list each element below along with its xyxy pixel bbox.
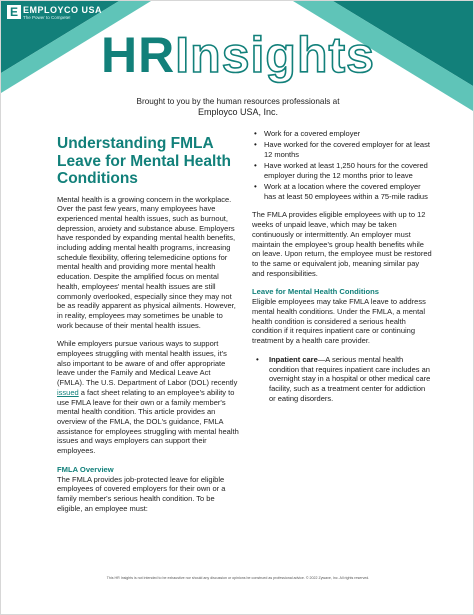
eligibility-list (252, 129, 432, 201)
masthead-title-insights: Insights (175, 27, 375, 83)
article-title: Understanding FMLA Leave for Mental Health Conditions (57, 135, 231, 187)
footer-disclaimer: This HR Insights is not intended to be exhaustive nor should any discussion or opinions be construed as professional advice. © 2022 Zywave, Inc. All rights reserved. (106, 576, 370, 580)
masthead-title (1, 27, 474, 83)
logo-name: EMPLOYCO USA (23, 5, 103, 15)
fmla-overview-paragraph: The FMLA provides job-protected leave for eligible employees of covered employers for their own or a family member's serious health condition. To be eligible, an employee must: (57, 474, 226, 513)
intro-p2-text-b: a fact sheet relating to an employee's ability to use FMLA leave for their own or a family member's mental health condition. This article provides an overview of the FMLA, the DOL's guidance, FMLA assistance for employees struggling with mental health issues and ways employers can support their employees. (57, 387, 239, 456)
left-column (57, 135, 239, 514)
issued-link[interactable]: issued (57, 387, 79, 397)
right-column (252, 129, 432, 405)
intro-p2-text-a: While employers pursue various ways to support employees struggling with mental health issues, it's also important to be aware of and offer appropriate leave under the Family and Medical Leave Act (FMLA). The U.S. Department of Labor (DOL) recently (57, 339, 238, 388)
list-item: • Work for a covered employer (252, 129, 432, 139)
fmla-provides-paragraph: The FMLA provides eligible employees with up to 12 weeks of unpaid leave, which may be taken continuously or intermittently. An employer must maintain the employee's group health benefits while on leave. Upon return, the employee must be restored to the same or equivalent job, meaning similar pay and responsibilities. (252, 210, 432, 278)
brought-line: Brought to you by the human resources professionals at (136, 97, 340, 106)
masthead (1, 27, 474, 83)
brought-to-you-by (1, 96, 474, 118)
intro-paragraph-2 (57, 339, 239, 455)
inpatient-care-label: Inpatient care (269, 354, 318, 364)
logo-mark: E (7, 5, 21, 19)
list-item (254, 355, 432, 404)
condition-types-list (254, 355, 432, 404)
masthead-title-hr: HR (101, 27, 176, 83)
inpatient-care-text: —A serious mental health condition that requires inpatient care includes an overnight stay in a hospital or other medical care facility, such as a treatment center for addiction or eating disorders. (269, 354, 431, 403)
fmla-overview-heading: FMLA Overview (57, 464, 114, 474)
logo-tagline: The Power to Compete! (23, 15, 71, 20)
mental-health-leave-paragraph: Eligible employees may take FMLA leave to address mental health conditions. Under the FMLA, a mental health condition is considered a serious health condition if it requires inpatient care or continuing treatment by a health care provider. (252, 297, 426, 346)
list-item: • Have worked at least 1,250 hours for the covered employer during the 12 months prior to leave (252, 161, 432, 180)
list-item: • Have worked for the covered employer for at least 12 months (252, 140, 432, 159)
intro-paragraph-1: Mental health is a growing concern in the workplace. Over the past few years, many employees have experienced mental health issues, such as burnout, depression, anxiety and substance abuse. Employers have responded by expanding mental health benefits, including adding mental health programs, increasing schedule flexibility, offering telemedicine options for mental health and providing more mental health education. Despite the amplified focus on mental health, employees' mental health issues are still commonly overlooked, especially since they may not be as readily apparent as physical ailments. However, in reality, employees may sometimes be unable to work because of their mental health issues. (57, 194, 236, 330)
company-name: Employco USA, Inc. (197, 107, 279, 117)
company-logo (7, 5, 102, 21)
mental-health-leave-heading: Leave for Mental Health Conditions (252, 287, 379, 297)
list-item: • Work at a location where the covered employer has at least 50 employees within a 75-mile radius (252, 182, 432, 201)
